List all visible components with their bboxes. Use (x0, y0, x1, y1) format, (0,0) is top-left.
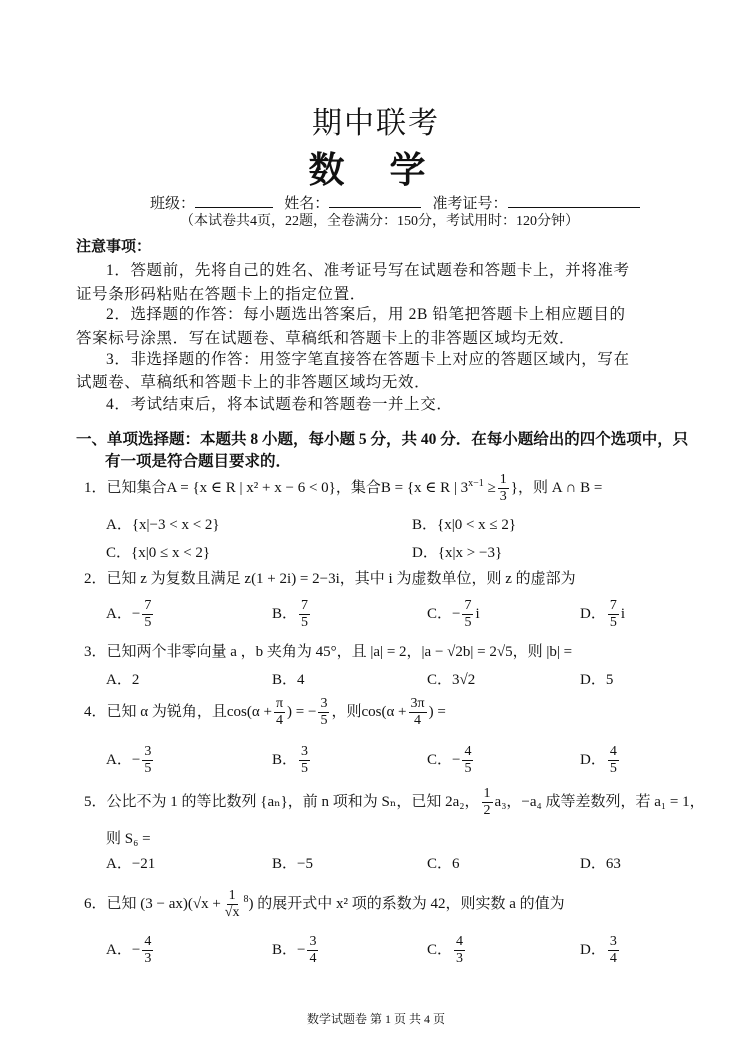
q4-option-c[interactable]: C．− $\frac{4}{5}$ (427, 744, 472, 776)
q1-text: 1．已知集合 (84, 479, 167, 496)
q4-cos-a: cos(α + (226, 703, 272, 720)
q5-option-a[interactable]: A．−21 (106, 856, 156, 872)
class-label: 班级： (150, 196, 196, 212)
q1-text: ，集合 (335, 479, 381, 496)
notice-line: 2．选择题的作答：每小题选出答案后，用 2B 铅笔把答题卡上相应题目的 (106, 306, 626, 323)
notice-line: 证号条形码粘贴在答题卡上的指定位置． (76, 286, 366, 303)
q1-set-b-ge: ≥ (487, 479, 496, 496)
q4-eq: ) = − (287, 703, 317, 720)
q4-option-a[interactable]: A．− $\frac{3}{5}$ (106, 744, 152, 776)
notice-line: 1．答题前，先将自己的姓名、准考证号写在试题卷和答题卡上，并将准考 (106, 262, 630, 279)
section-heading: 一、单项选择题：本题共 8 小题，每小题 5 分，共 40 分．在每小题给出的四个选项中，只 (76, 431, 689, 448)
q1-fraction: $\frac{1}{3}$ (499, 472, 507, 504)
class-field[interactable] (195, 193, 273, 208)
q4-eq-b: ) = (428, 703, 446, 720)
q4-fraction-b: $\frac{3\pi}{4}$ (410, 696, 425, 728)
q6-option-c[interactable]: C． $\frac{4}{3}$ (427, 934, 464, 966)
q2-option-c[interactable]: C．− $\frac{7}{5}$ i (427, 598, 480, 630)
q2-option-d[interactable]: D． $\frac{7}{5}$ i (580, 598, 626, 630)
q6-option-a[interactable]: A．− $\frac{4}{3}$ (106, 934, 152, 966)
q5-text: 5．公比不为 1 的等比数列 {aₙ}，前 n 项和为 Sₙ，已知 2a₂， (84, 793, 480, 810)
exam-title: 期中联考 (312, 107, 440, 140)
question-5 (84, 786, 705, 819)
q6-option-b[interactable]: B．− $\frac{3}{4}$ (272, 934, 317, 966)
notice-line: 试题卷、草稿纸和答题卡上的非答题区域均无效． (76, 374, 431, 391)
q4-option-d[interactable]: D． $\frac{4}{5}$ (580, 744, 617, 776)
subject-title: 数 学 (308, 150, 444, 190)
q4-cos-b: cos(α + (361, 703, 407, 720)
question-1 (84, 472, 602, 505)
q3-option-c[interactable]: C．3√2 (427, 672, 476, 688)
q4-value: $\frac{3}{5}$ (320, 696, 328, 728)
q5-option-d[interactable]: D．63 (580, 856, 621, 872)
q4-text: ，则 (331, 703, 362, 720)
q3-option-d[interactable]: D．5 (580, 672, 614, 688)
notice-heading: 注意事项： (76, 239, 152, 255)
notice-line: 答案标号涂黑．写在试题卷、草稿纸和答题卡上的非答题区域均无效． (76, 330, 576, 347)
q5-option-b[interactable]: B．−5 (272, 856, 313, 872)
q1-set-b-end: } (510, 479, 518, 496)
page-footer: 数学试题卷 第 1 页 共 4 页 (306, 1012, 445, 1026)
id-field[interactable] (508, 193, 640, 208)
q1-set-b: B = {x ∈ R | 3 (380, 479, 469, 496)
q6-option-d[interactable]: D． $\frac{3}{4}$ (580, 934, 617, 966)
name-label: 姓名： (284, 196, 330, 212)
q6-text: 6．已知 (3 − ax)(√x + (84, 895, 221, 912)
id-label: 准考证号： (432, 196, 508, 212)
q3-option-b[interactable]: B．4 (272, 672, 305, 688)
q6-exponent: 8 (243, 893, 249, 905)
q1-set-a: A = {x ∈ R | x² + x − 6 < 0} (166, 479, 336, 496)
section-heading-cont: 有一项是符合题目要求的． (105, 453, 292, 470)
q1-exponent: x−1 (468, 477, 484, 489)
q1-text: ，则 A ∩ B = (518, 479, 603, 496)
exam-note: （本试卷共4页，22题，全卷满分：150分，考试用时：120分钟） (180, 214, 579, 229)
q2-option-a[interactable]: A．− $\frac{7}{5}$ (106, 598, 152, 630)
question-4 (84, 696, 446, 729)
question-3: 3．已知两个非零向量 a ，b 夹角为 45°，且 |a| = 2，|a − √2b| = 2√5，则 |b| = (84, 644, 573, 660)
q1-option-b[interactable]: B．{x|0 < x ≤ 2} (412, 517, 517, 533)
q4-option-b[interactable]: B． $\frac{3}{5}$ (272, 744, 309, 776)
q5-fraction: $\frac{1}{2}$ (483, 786, 491, 818)
question-6 (84, 888, 565, 921)
notice-line: 4．考试结束后，将本试题卷和答题卷一并上交． (106, 396, 453, 413)
notice-line: 3．非选择题的作答：用签字笔直接答在答题卡上对应的答题区域内，写在 (106, 351, 630, 368)
question-5-cont: 则 S₆ = (106, 831, 151, 847)
q4-fraction: $\frac{\pi}{4}$ (275, 696, 284, 728)
q1-option-a[interactable]: A．{x|−3 < x < 2} (106, 517, 220, 533)
q3-option-a[interactable]: A．2 (106, 672, 140, 688)
q5-text: a₃，−a₄ 成等差数列，若 a₁ = 1， (494, 793, 705, 810)
q2-option-b[interactable]: B． $\frac{7}{5}$ (272, 598, 309, 630)
name-field[interactable] (329, 193, 421, 208)
q4-text: 4．已知 α 为锐角，且 (84, 703, 227, 720)
q6-text: ) 的展开式中 x² 项的系数为 42，则实数 a 的值为 (248, 895, 565, 912)
q5-option-c[interactable]: C．6 (427, 856, 460, 872)
question-2: 2．已知 z 为复数且满足 z(1 + 2i) = 2−3i，其中 i 为虚数单位，则 z 的虚部为 (84, 571, 576, 587)
q6-fraction: $\frac{1}{√x}$ (224, 888, 240, 920)
q1-option-c[interactable]: C．{x|0 ≤ x < 2} (106, 545, 211, 561)
q1-option-d[interactable]: D．{x|x > −3} (412, 545, 503, 561)
